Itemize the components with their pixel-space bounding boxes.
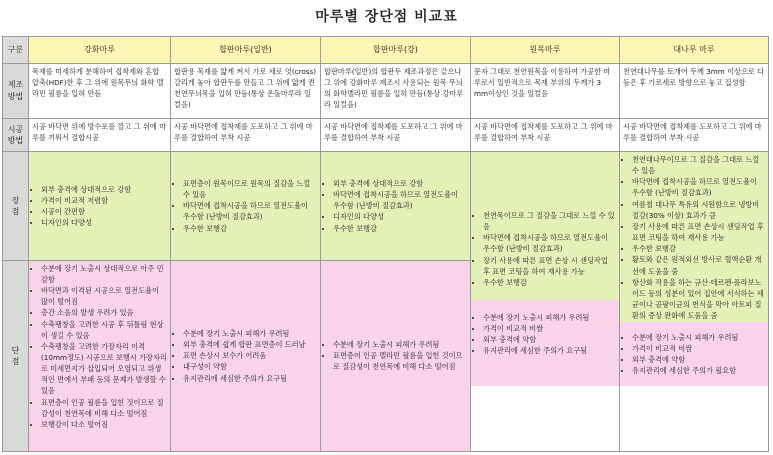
bullet-item: • 장기 사용에 따른 표면 손상 시 샌딩작업 후 표면 코팅을 하여 재사용 가능 [483,255,616,277]
bullet-item: • 수분에 장기 노출시 피해가 우려됨 [632,332,765,343]
pros-laminate [29,151,171,260]
bullet-item: • 천연대나무이므로 그 질감을 그대로 느낄 수 있음 [632,154,765,176]
bullet-item: • 보행감이 다소 떨어짐 [41,419,167,430]
bullet-list [623,154,765,321]
bullet-item: • 디자인의 다양성 [333,211,467,222]
bullet-item: • 표면 손상시 보수가 어려움 [183,350,317,361]
installation-row [3,118,769,151]
bullet-list [474,312,616,357]
cons-bamboo [620,322,768,386]
cell-text: 문자 그대로 천연원목을 이용하여 가공한 마루로서 일반적으로 목재 부위의 두께가 3 mm이상인 것을 일컬음 [471,63,620,118]
cons-plywood-standard [171,260,321,451]
row-label-cons: 단 점 [3,260,29,451]
bullet-item: • 우수한 보행감 [632,243,765,254]
cell-text: 시공 바닥면에 접착제를 도포하고 그 위에 마루를 결합하여 부착 시공 [321,118,471,151]
bullet-item: • 시공이 간편함 [41,206,167,217]
cell-text: 시공 바닥면에 접착제를 도포하고 그 위에 마루를 결합하여 부착 시공 [171,118,321,151]
bullet-item: • 외부 충격에 약함 [632,354,765,365]
cell-text: 합판마루(일반)의 합판두 제조과정은 같으나 그 위에 강화마루 제조시 사용되는 원목 무늬의 화학멜라민 필름을 입혀 만듬(통상 강마루라 일컬음) [321,63,471,118]
bullet-item: • 여름철 대나무 특유의 시원함으로 냉방비 절감(30% 이상) 효과가 큼 [632,199,765,221]
row-label-pros: 장 점 [3,151,29,260]
bullet-item: • 장기 사용에 따른 표면 손상시 샌딩작업 후 표면 코팅을 하여 재사용 가능 [632,221,765,243]
bullet-list [32,263,167,430]
bullet-item: • 바닥면과 이격된 시공으로 열전도율이 많이 떨어짐 [41,285,167,307]
bullet-item: • 수축팽창을 고려한 가장자리 이격(10mm정도) 시공으로 보행시 가장자리로 미세먼지가 삽입되어 오염되고 위생적인 면에서 부패 등의 문제가 발생할 수 있음 [41,341,167,397]
bullet-item: • 표면층이 원목이므로 원목의 질감을 느낄 수 있음 [183,178,317,200]
bullet-item: • 수분에 장기 노출시 상대적으로 아주 민감함 [41,263,167,285]
cell-text: 천연대나무를 토개어 두께 3mm 이상으로 다듬은 후 가로세로 방향으로 놓고 집성함 [620,63,769,118]
cons-laminate [29,260,171,451]
bullet-item: • 바닥면에 접착시공을 하므로 열전도율이 우수함 (난방비 절감효과) [183,200,317,222]
row-label-manufacturing: 제조 방법 [3,63,29,118]
pros-plywood-strong [321,151,471,260]
bullet-list [174,178,317,234]
bullet-item: • 바닥면에 접착시공을 하므로 열전도율이 우수함 (난방비 절감효과) [632,176,765,198]
header-category: 구분 [3,37,29,64]
solid-wood-pros-cons [471,151,620,451]
bullet-list [623,332,765,377]
cell-text: 시공 바닥면에 접착제를 도포하고 그 위에 마루를 결합하여 부착 시공 [620,118,769,151]
page-title: 마루별 장단점 비교표 [315,9,458,25]
bullet-list [32,184,167,229]
manufacturing-row [3,63,769,118]
bullet-item: • 유지관리에 세심한 주의가 필요함 [632,365,765,376]
row-label-installation: 시공 방법 [3,118,29,151]
pros-row [3,151,769,260]
header-bamboo: 대나무 마루 [620,37,769,64]
cons-solid-wood [471,300,619,386]
header-plywood-standard: 합판마루(일반) [171,37,321,64]
bullet-item: • 바닥면에 접착시공을 하므로 열전도율이 우수함 (난방비 절감효과) [483,232,616,254]
pros-plywood-standard [171,151,321,260]
bullet-list [324,339,467,372]
bullet-item: • 수분에 장기 노출시 피해가 우려됨 [483,312,616,323]
bullet-item: • 우수한 보행감 [483,277,616,288]
bullet-item: • 수분에 장기 노출시 피해가 우려됨 [183,328,317,339]
bullet-list [474,210,616,288]
pros-bamboo [620,152,768,322]
bullet-item: • 층간 소음의 발생 우려가 있음 [41,307,167,318]
bullet-item: • 유지관리에 세심한 주의가 요구됨 [483,345,616,356]
pros-solid-wood [471,152,619,300]
bullet-item: • 우수한 보행감 [333,223,467,234]
cell-text: 시공 바닥면 위에 방수포를 깔고 그 위에 마루를 끼워서 결합시공 [29,118,171,151]
bullet-item: • 디자인의 다양성 [41,217,167,228]
bullet-item: • 표면층이 인공 멜라민 필름을 입힌 것이므로 질감성이 천연목에 비해 다소 떨어짐 [333,350,467,372]
bullet-item: • 항산화 작용을 하는 규산·테르펜·플라보노이드 등의 성분이 있어 집안에 서식하는 세균이나 곰팡이균의 번식을 막아 아토피 질환의 증상 완화에 도움을 줌 [632,277,765,322]
bullet-item: • 천연목이므로 그 질감을 그대로 느낄 수 있음 [483,210,616,232]
bullet-item: • 가격이 비교적 비쌈 [483,323,616,334]
cons-plywood-strong [321,260,471,451]
bullet-item: • 외부 충격에 약함 [483,334,616,345]
header-solid-wood: 원목마루 [471,37,620,64]
comparison-table [2,36,769,452]
header-laminate: 강화마루 [29,37,171,64]
bullet-item: • 외부 충격에 쉽게 합판 표면층이 드러남 [183,339,317,350]
bullet-item: • 가격이 비교적 저렴함 [41,195,167,206]
bullet-item: • 외부 충격에 상대적으로 강함 [333,178,467,189]
bullet-list [174,328,317,384]
bullet-item: • 바닥면에 접착시공을 하므로 열전도율이 우수함 (난방비 절감효과) [333,189,467,211]
bullet-item: • 황토와 같은 원적외선 방사로 혈액순환 개선에 도움을 줌 [632,254,765,276]
header-row [3,37,769,64]
bullet-item: • 내구성이 약함 [183,361,317,372]
cell-text: 합판용 목재를 얇게 켜서 가로 세로 엇(cross)갈리게 놓아 합판두를 만들고 그 위에 얇게 켠 천연무늬목을 입혀 만듬(통상 온돌마루라 일컬음) [171,63,321,118]
bullet-item: • 유지관리에 세심한 주의가 요구됨 [183,373,317,384]
bullet-list [324,178,467,234]
bullet-item: • 가격이 비교적 비쌈 [632,343,765,354]
bamboo-pros-cons [620,151,769,451]
cell-text: 시공 바닥면에 접착제를 도포하고 그 위에 마루를 결합하여 부착 시공 [471,118,620,151]
bullet-item: • 외부 충격에 상대적으로 강함 [41,184,167,195]
bullet-item: • 수축팽창을 고려한 시공 후 뒤틀림 현상이 생길 수 있음 [41,319,167,341]
header-plywood-strong: 합판마루(강) [321,37,471,64]
bullet-item: • 수분에 장기 노출시 피해가 우려됨 [333,339,467,350]
bullet-item: • 우수한 보행감 [183,223,317,234]
bullet-item: • 표면층이 인공 필름을 입힌 것이므로 질감성이 천연목에 비해 다소 떨어짐 [41,397,167,419]
cell-text: 목재를 미세하게 분해하여 접착제와 혼합 압축(HDF)한 후 그 위에 원목무늬 화학 멜라민 필름을 입혀 만듬 [29,63,171,118]
